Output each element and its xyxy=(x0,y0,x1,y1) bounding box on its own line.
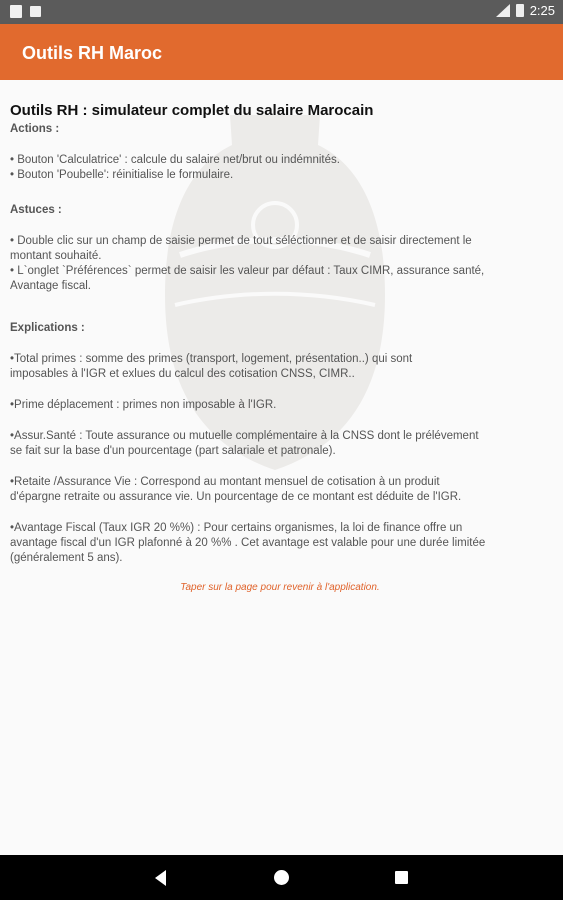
home-icon[interactable] xyxy=(274,870,289,885)
astuces-heading: Astuces : xyxy=(10,204,62,216)
actions-line: • Bouton 'Calculatrice' : calcule du salaire net/brut ou indémnités. xyxy=(10,154,340,166)
status-left xyxy=(10,5,41,18)
status-right xyxy=(496,3,555,18)
navigation-bar xyxy=(0,855,563,900)
recent-apps-icon[interactable] xyxy=(395,871,408,884)
explication-line: •Retaite /Assurance Vie : Correspond au montant mensuel de cotisation à un produit xyxy=(10,476,440,488)
astuces-line: • Double clic sur un champ de saisie permet de tout séléctionner et de saisir directement le xyxy=(10,235,472,247)
back-icon[interactable] xyxy=(155,870,166,886)
astuces-line: • L`onglet `Préférences` permet de saisir les valeur par défaut : Taux CIMR, assurance santé, xyxy=(10,265,485,277)
signal-icon xyxy=(496,4,510,17)
explication-line: •Prime déplacement : primes non imposable à l'IGR. xyxy=(10,399,277,411)
explication-line: (généralement 5 ans). xyxy=(10,552,123,564)
explication-line: •Assur.Santé : Toute assurance ou mutuelle complémentaire à la CNSS dont le prélévement xyxy=(10,430,479,442)
explication-line: •Total primes : somme des primes (transport, logement, présentation..) qui sont xyxy=(10,353,413,365)
return-hint[interactable]: Taper sur la page pour revenir à l'application. xyxy=(180,582,380,593)
app-bar xyxy=(0,24,563,80)
explication-line: avantage fiscal d'un IGR plafonné à 20 %% . Cet avantage est valable pour une durée limitée xyxy=(10,537,486,549)
app-title: Outils RH Maroc xyxy=(22,43,163,63)
app-notification-icon xyxy=(30,6,41,17)
astuces-line: montant souhaité. xyxy=(10,250,102,262)
sd-card-icon xyxy=(10,5,22,18)
help-page[interactable] xyxy=(0,80,563,855)
explication-line: •Avantage Fiscal (Taux IGR 20 %%) : Pour certains organismes, la loi de finance offre un xyxy=(10,522,463,534)
help-document xyxy=(10,102,555,595)
clock: 2:25 xyxy=(529,3,555,18)
status-bar xyxy=(0,0,563,24)
actions-line: • Bouton 'Poubelle': réinitialise le formulaire. xyxy=(10,169,234,181)
actions-heading: Actions : xyxy=(10,123,60,135)
astuces-line: Avantage fiscal. xyxy=(10,280,91,292)
explication-line: se fait sur la base d'un pourcentage (part salariale et patronale). xyxy=(10,445,336,457)
battery-icon xyxy=(516,4,524,17)
document-title: Outils RH : simulateur complet du salaire Marocain xyxy=(10,102,374,119)
explication-line: d'épargne retraite ou assurance vie. Un pourcentage de ce montant est déduite de l'IGR. xyxy=(10,491,462,503)
explication-line: imposables à l'IGR et exlues du calcul des cotisation CNSS, CIMR.. xyxy=(10,368,355,380)
explications-heading: Explications : xyxy=(10,322,85,334)
